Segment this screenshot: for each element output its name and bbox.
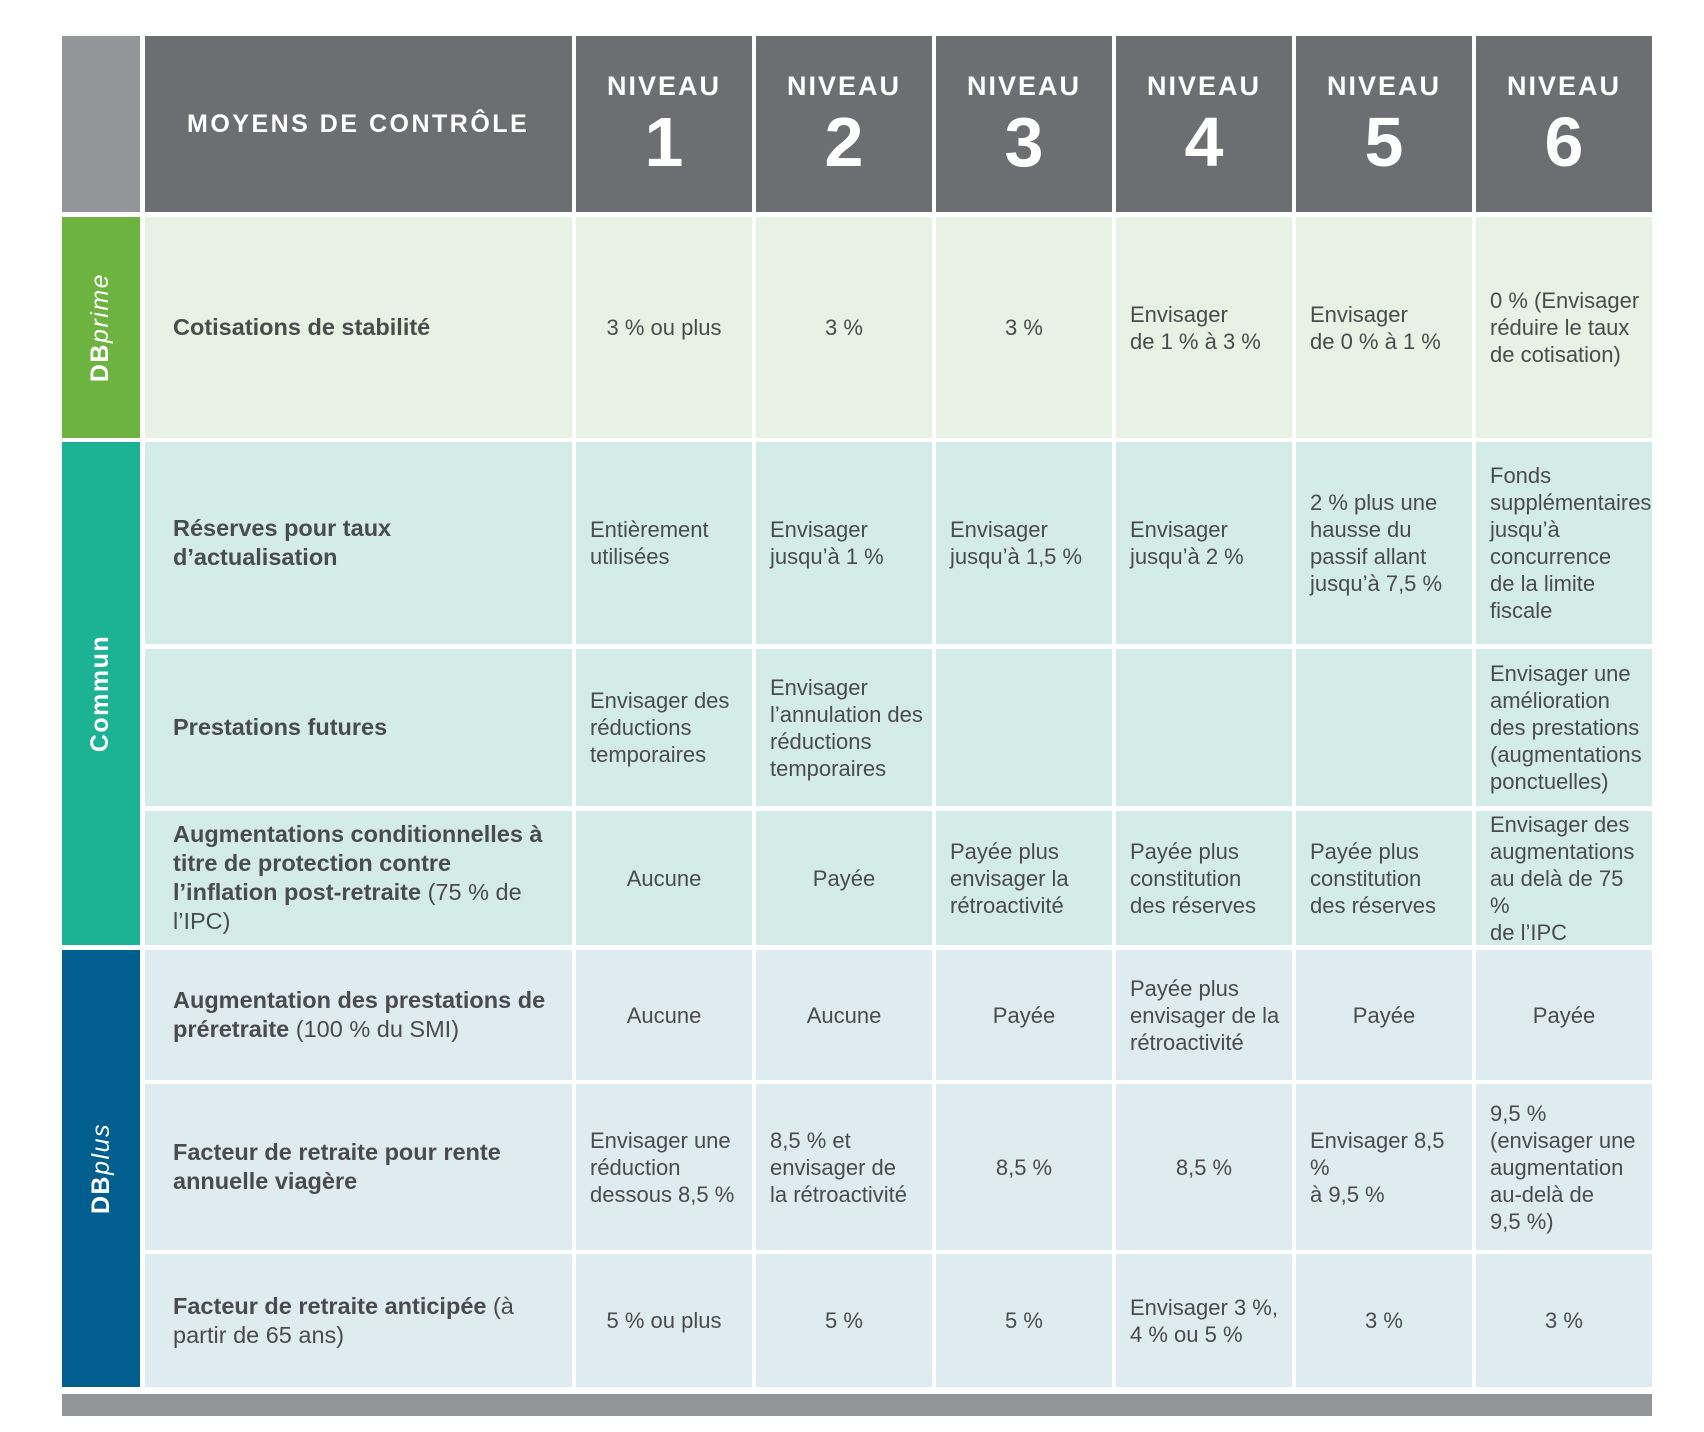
value-cell bbox=[576, 1084, 752, 1250]
value-text: Envisager une réduction dessous 8,5 % bbox=[590, 1127, 735, 1207]
row-label bbox=[145, 811, 572, 945]
value-text: Payée plus envisager la rétroactivité bbox=[950, 838, 1069, 918]
row-label bbox=[145, 442, 572, 644]
value-cell bbox=[936, 1254, 1112, 1387]
value-text: 3 % ou plus bbox=[606, 315, 722, 340]
row-label-text: Augmentation des prestations de préretraite (100 % du SMI) bbox=[173, 987, 546, 1042]
level-header-4 bbox=[1116, 36, 1292, 212]
level-word: NIVEAU bbox=[1326, 70, 1441, 101]
bottom-bar bbox=[62, 1394, 1652, 1416]
value-cell bbox=[756, 217, 932, 438]
header-title bbox=[145, 36, 572, 212]
value-cell bbox=[576, 649, 752, 806]
level-number: 4 bbox=[1184, 102, 1224, 181]
value-text: 8,5 % bbox=[995, 1154, 1053, 1180]
value-text: Envisager une amélioration des prestations (augmentations ponctuelles) bbox=[1490, 661, 1642, 794]
row-label bbox=[145, 950, 572, 1080]
value-text: 0 % (Envisager réduire le taux de cotisation) bbox=[1490, 288, 1640, 367]
value-cell bbox=[576, 217, 752, 438]
value-text: Envisager de 1 % à 3 % bbox=[1130, 301, 1261, 354]
level-header-2 bbox=[756, 36, 932, 212]
value-text: 5 % bbox=[1005, 1308, 1043, 1333]
value-text: Envisager l’annulation des réductions temporaires bbox=[770, 674, 923, 781]
value-cell bbox=[576, 442, 752, 644]
value-text: 5 % bbox=[825, 1308, 863, 1333]
value-text: Envisager 3 %, 4 % ou 5 % bbox=[1130, 1294, 1278, 1347]
row-label bbox=[145, 649, 572, 806]
value-text: 9,5 % (envisager une augmentation au-delà de 9,5 %) bbox=[1490, 1100, 1636, 1234]
value-cell bbox=[756, 1254, 932, 1387]
value-text: Payée plus constitution des réserves bbox=[1310, 838, 1436, 918]
value-cell bbox=[756, 811, 932, 945]
value-cell bbox=[1296, 950, 1472, 1080]
value-cell bbox=[936, 1084, 1112, 1250]
header-corner bbox=[62, 36, 140, 212]
value-cell bbox=[936, 649, 1112, 806]
group-label: DBprime bbox=[86, 272, 115, 383]
value-text: Envisager jusqu’à 1,5 % bbox=[950, 517, 1083, 569]
value-cell bbox=[756, 442, 932, 644]
value-text: Envisager des réductions temporaires bbox=[590, 688, 730, 767]
row-label bbox=[145, 217, 572, 438]
row-label-text: Facteur de retraite anticipée (à partir de 65 ans) bbox=[173, 1292, 514, 1348]
value-cell bbox=[1116, 1084, 1292, 1250]
value-text: 3 % bbox=[1545, 1308, 1583, 1333]
value-cell bbox=[1296, 1084, 1472, 1250]
value-cell bbox=[1476, 950, 1652, 1080]
value-cell bbox=[1476, 811, 1652, 945]
level-number: 5 bbox=[1364, 102, 1404, 181]
value-text: Aucune bbox=[806, 1002, 882, 1028]
row-label-text: Cotisations de stabilité bbox=[173, 314, 431, 340]
value-cell bbox=[756, 649, 932, 806]
value-text: Envisager de 0 % à 1 % bbox=[1310, 301, 1441, 354]
value-cell bbox=[576, 950, 752, 1080]
value-text: Payée plus envisager de la rétroactivité bbox=[1130, 975, 1280, 1055]
value-cell bbox=[1296, 811, 1472, 945]
group-band-prime bbox=[62, 217, 140, 438]
value-text: Aucune bbox=[626, 1002, 702, 1028]
group-band-plus bbox=[62, 950, 140, 1387]
value-cell bbox=[1116, 649, 1292, 806]
value-text: Payée bbox=[1532, 1002, 1596, 1028]
value-text: Entièrement utilisées bbox=[590, 517, 709, 569]
value-text: Payée bbox=[1352, 1002, 1416, 1028]
value-text: 5 % ou plus bbox=[606, 1308, 722, 1333]
row-label bbox=[145, 1084, 572, 1250]
value-text: Payée bbox=[812, 865, 876, 891]
value-cell bbox=[576, 1254, 752, 1387]
value-cell bbox=[1296, 1254, 1472, 1387]
value-text: Fonds supplémentaires jusqu’à concurrence de la limite fiscale bbox=[1490, 463, 1652, 623]
level-number: 3 bbox=[1004, 102, 1044, 181]
level-number: 6 bbox=[1544, 102, 1584, 181]
value-text: Envisager 8,5 % à 9,5 % bbox=[1310, 1127, 1445, 1207]
value-text: Envisager jusqu’à 2 % bbox=[1130, 517, 1244, 569]
value-cell bbox=[1476, 1084, 1652, 1250]
value-text: Aucune bbox=[626, 865, 702, 891]
value-cell bbox=[936, 950, 1112, 1080]
value-text: Envisager des augmentations au delà de 75 % de l’IPC bbox=[1490, 811, 1635, 945]
value-text: Payée bbox=[992, 1002, 1056, 1028]
value-cell bbox=[1476, 1254, 1652, 1387]
row-label-text: Réserves pour taux d’actualisation bbox=[173, 515, 392, 570]
value-cell bbox=[1476, 649, 1652, 806]
value-cell bbox=[756, 1084, 932, 1250]
level-word: NIVEAU bbox=[1146, 70, 1261, 101]
value-cell bbox=[756, 950, 932, 1080]
value-text: 8,5 % et envisager de la rétroactivité bbox=[770, 1127, 907, 1207]
level-header-6 bbox=[1476, 36, 1652, 212]
level-header-3 bbox=[936, 36, 1112, 212]
value-text: 3 % bbox=[1365, 1308, 1403, 1333]
row-label bbox=[145, 1254, 572, 1387]
value-cell bbox=[936, 442, 1112, 644]
row-label-text: Facteur de retraite pour rente annuelle viagère bbox=[173, 1139, 501, 1194]
level-number: 1 bbox=[644, 102, 684, 181]
level-word: NIVEAU bbox=[606, 70, 721, 101]
group-label: DBplus bbox=[86, 1123, 115, 1214]
level-header-5 bbox=[1296, 36, 1472, 212]
value-cell bbox=[1116, 811, 1292, 945]
value-text: 8,5 % bbox=[1175, 1154, 1233, 1180]
value-cell bbox=[1116, 1254, 1292, 1387]
value-cell bbox=[936, 811, 1112, 945]
value-text: 3 % bbox=[825, 315, 863, 340]
group-label: Commun bbox=[86, 634, 115, 753]
value-cell bbox=[1296, 649, 1472, 806]
value-cell bbox=[1296, 442, 1472, 644]
value-text: 3 % bbox=[1005, 315, 1043, 340]
level-word: NIVEAU bbox=[1506, 70, 1621, 101]
row-label-text: Augmentations conditionnelles à titre de protection contre l’inflation post-retraite (75 % de l’IPC) bbox=[173, 821, 543, 934]
level-header-1 bbox=[576, 36, 752, 212]
value-cell bbox=[1116, 950, 1292, 1080]
value-text: Envisager jusqu’à 1 % bbox=[770, 517, 884, 569]
value-cell bbox=[1116, 217, 1292, 438]
value-text: 2 % plus une hausse du passif allant jusqu’à 7,5 % bbox=[1310, 490, 1443, 596]
value-text: Payée plus constitution des réserves bbox=[1130, 838, 1256, 918]
group-band-commun bbox=[62, 442, 140, 945]
value-cell bbox=[936, 217, 1112, 438]
value-cell bbox=[1296, 217, 1472, 438]
level-word: NIVEAU bbox=[966, 70, 1081, 101]
value-cell bbox=[1476, 217, 1652, 438]
header-title-text: MOYENS DE CONTRÔLE bbox=[187, 109, 530, 138]
row-label-text: Prestations futures bbox=[173, 714, 388, 740]
value-cell bbox=[1476, 442, 1652, 644]
level-word: NIVEAU bbox=[786, 70, 901, 101]
level-number: 2 bbox=[824, 102, 864, 181]
value-cell bbox=[576, 811, 752, 945]
value-cell bbox=[1116, 442, 1292, 644]
